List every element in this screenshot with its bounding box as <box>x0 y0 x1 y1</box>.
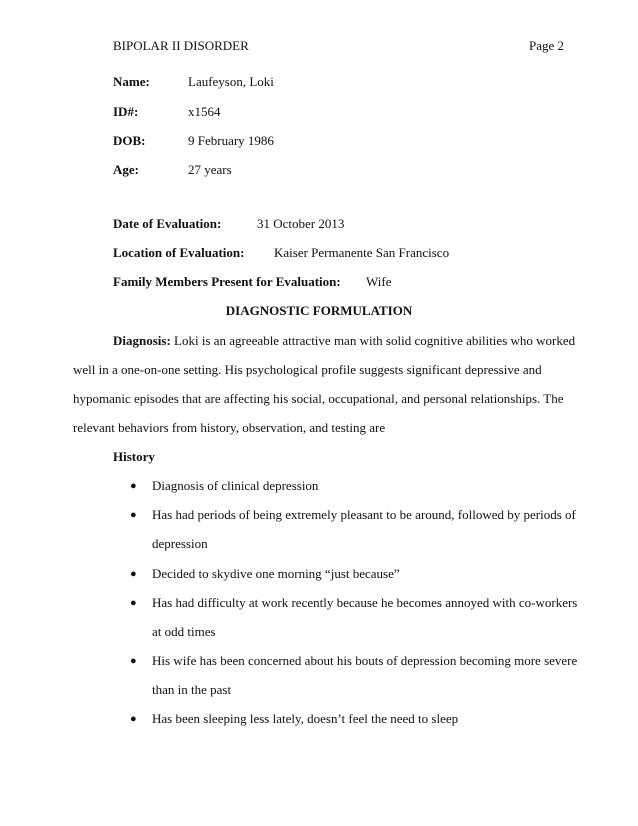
diagnosis-paragraph-line-4: relevant behaviors from history, observation, and testing are <box>73 420 386 435</box>
age-label: Age: <box>113 162 139 177</box>
dob-value: 9 February 1986 <box>188 133 274 148</box>
history-item-5-line-1: His wife has been concerned about his bouts of depression becoming more severe <box>152 653 578 668</box>
history-item-2-line-2: depression <box>152 536 208 551</box>
history-item-6-line-1: Has been sleeping less lately, doesn’t feel the need to sleep <box>152 711 459 726</box>
bullet-icon: ● <box>130 597 137 609</box>
dob-label: DOB: <box>113 133 146 148</box>
diagnosis-label: Diagnosis: <box>113 333 171 348</box>
history-item-1-line-1: Diagnosis of clinical depression <box>152 478 319 493</box>
history-item-3-line-1: Decided to skydive one morning “just because” <box>152 566 400 581</box>
name-value: Laufeyson, Loki <box>188 74 274 89</box>
bullet-icon: ● <box>130 509 137 521</box>
name-label: Name: <box>113 74 150 89</box>
evaluation-date-value: 31 October 2013 <box>257 216 345 231</box>
history-item-4-line-1: Has had difficulty at work recently because he becomes annoyed with co-workers <box>152 595 578 610</box>
diagnosis-paragraph-line-3: hypomanic episodes that are affecting his social, occupational, and personal relationships. The <box>73 391 564 406</box>
evaluation-date-label: Date of Evaluation: <box>113 216 222 231</box>
page-number: Page 2 <box>528 38 564 53</box>
id-value: x1564 <box>188 104 221 119</box>
history-item-5-line-2: than in the past <box>152 682 232 697</box>
bullet-icon: ● <box>130 713 137 725</box>
evaluation-location-label: Location of Evaluation: <box>113 245 245 260</box>
section-title: DIAGNOSTIC FORMULATION <box>225 303 413 318</box>
running-head: BIPOLAR II DISORDER <box>113 38 249 53</box>
bullet-icon: ● <box>130 568 137 580</box>
bullet-icon: ● <box>130 480 137 492</box>
family-members-value: Wife <box>366 274 392 289</box>
diagnosis-text: Loki is an agreeable attractive man with solid cognitive abilities who worked <box>174 333 576 348</box>
bullet-icon: ● <box>130 655 137 667</box>
diagnosis-paragraph-line-1 <box>113 333 575 349</box>
evaluation-location-value: Kaiser Permanente San Francisco <box>274 245 450 260</box>
history-item-4-line-2: at odd times <box>152 624 216 639</box>
age-value: 27 years <box>188 162 232 177</box>
family-members-label: Family Members Present for Evaluation: <box>113 274 341 289</box>
id-label: ID#: <box>113 104 139 119</box>
history-item-2-line-1: Has had periods of being extremely pleasant to be around, followed by periods of <box>152 507 576 522</box>
diagnosis-paragraph-line-2: well in a one-on-one setting. His psychological profile suggests significant depressive and <box>73 362 542 377</box>
history-heading: History <box>113 449 155 464</box>
